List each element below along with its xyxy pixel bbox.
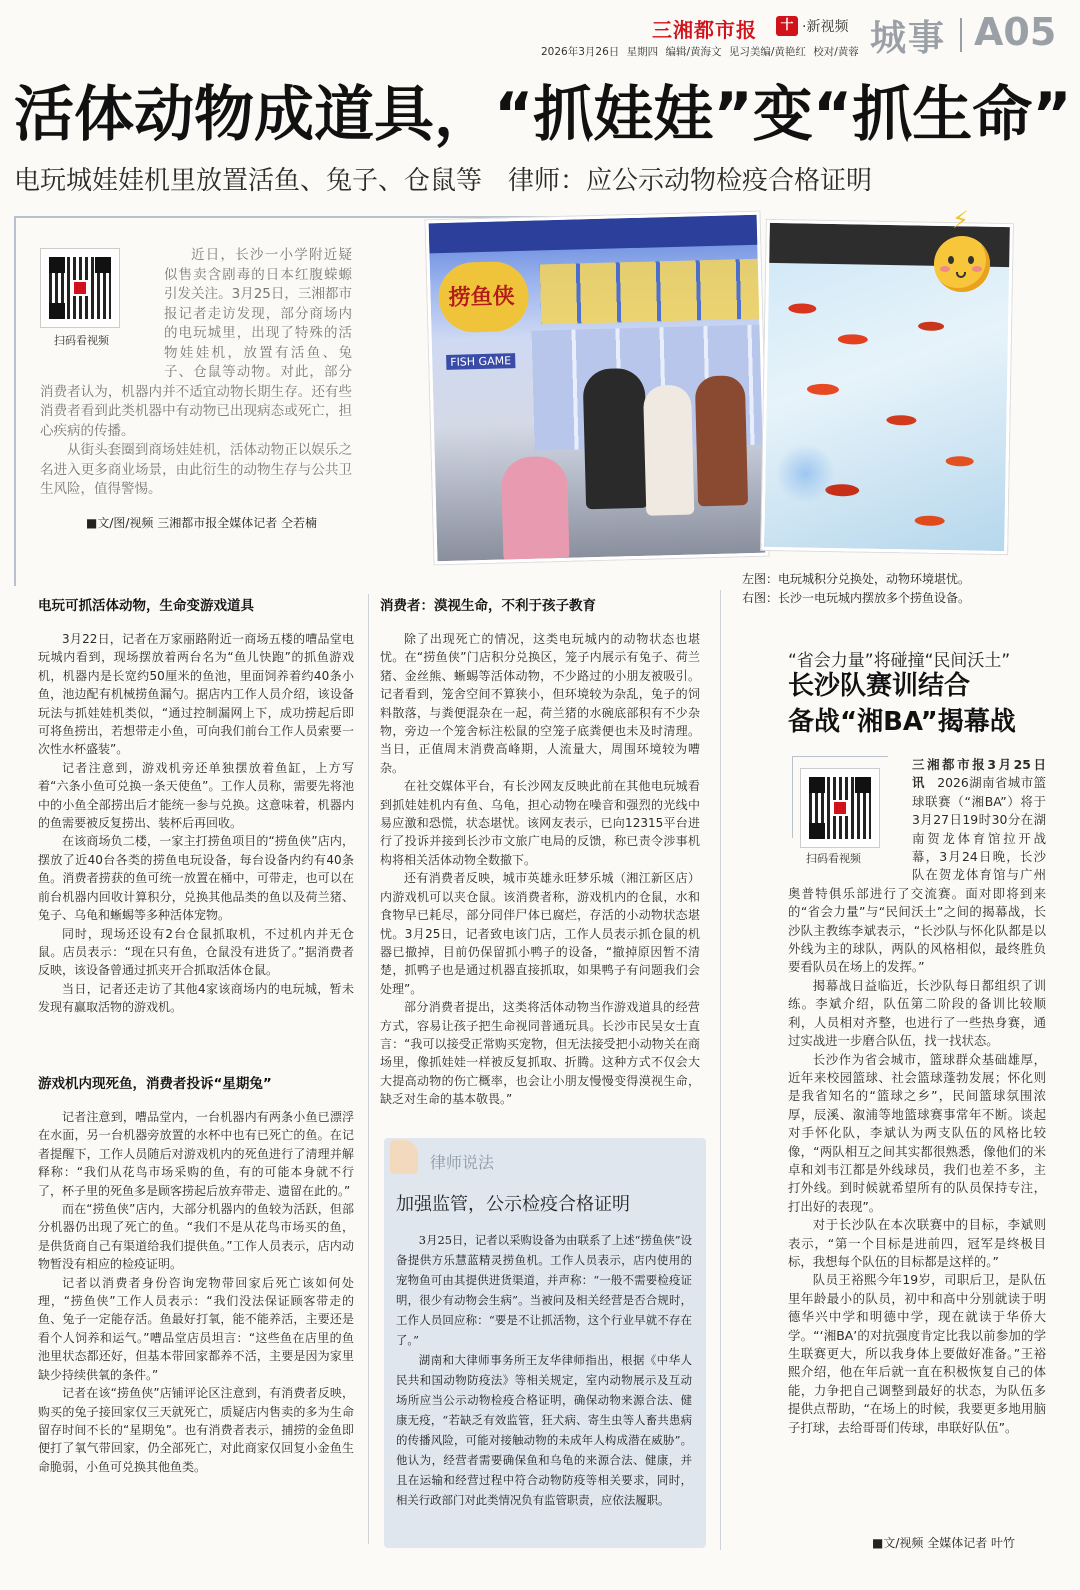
photo-left	[426, 212, 769, 565]
col2-text	[380, 630, 700, 1109]
issue-info: 2026年3月26日 星期四 编辑/黄海文 见习美编/黄艳红 校对/黄蓉	[541, 46, 859, 58]
section-heading: 消费者：漠视生命，不利于孩子教育	[380, 598, 596, 614]
lead-byline: ■文/图/视频 三湘都市报全媒体记者 仝若楠	[86, 516, 318, 530]
lead-paragraph: 从街头套圈到商场娃娃机，活体动物正以娱乐之名进入更多商业场景，由此衍生的动物生存与公共卫生风险，值得警惕。	[40, 442, 352, 497]
lawyer-tag: 律师说法	[430, 1153, 495, 1172]
col1-paragraph: 在该商场负二楼，一家主打捞鱼项目的“捞鱼侠”店内，摆放了近40台各类的捞鱼电玩设备，每台设备内约有40条鱼。消费者捞获的鱼可统一放置在桶中，可带走，也可以在前台机器内回收计算积分，兑换其他品类的鱼以及荷兰猪、兔子、乌龟和蜥蜴等多种活体宠物。	[38, 834, 354, 923]
section-name: 城事	[870, 18, 947, 59]
photo-caption	[742, 570, 970, 608]
col1-text-2	[38, 1108, 354, 1476]
lead-paragraph: 近日，长沙一小学附近疑似售卖含剧毒的日本红腹蝾螈引发关注。3月25日，三湘都市报记者走访发现，部分商场内的电玩城里，出现了特殊的活物娃娃机，放置有活鱼、兔子、仓鼠等动物。对此，部分消费者认为，机器内并不适宜动物长期生存。还有些消费者看到此类机器中有动物已出现病态或死亡，担心疾病的传播。	[40, 247, 352, 439]
section-heading: 游戏机内现死鱼，消费者投诉“星期兔”	[38, 1076, 272, 1092]
lawyer-text	[396, 1230, 692, 1510]
lightning-icon: ⚡	[952, 206, 969, 234]
lawyer-paragraph: 湖南和大律师事务所王友华律师指出，根据《中华人民共和国动物防疫法》等相关规定，室内动物展示及互动场所应当公示动物检疫合格证明，确保动物来源合法、健康无疫，“若缺乏有效监管，狂犬病、寄生虫等人畜共患病的传播风险，可能对接触动物的未成年人构成潜在威胁”。他认为，经营者需要确保鱼和乌龟的来源合法、健康，并且在运输和经营过程中符合动物防疫等相关要求，同时，相关行政部门对此类情况负有监管职责，应依法履职。	[396, 1353, 692, 1507]
column-divider	[720, 590, 721, 1550]
side-title-line: 备战“湘BA”揭幕战	[788, 707, 1016, 737]
side-title-line: 长沙队赛训结合	[788, 671, 971, 701]
col2-paragraph: 除了出现死亡的情况，这类电玩城内的动物状态也堪忧。在“捞鱼侠”门店积分兑换区，笼子内展示有兔子、荷兰猪、金丝熊、蜥蜴等活体动物，不少路过的小朋友被吸引。记者看到，笼舍空间不算狭小，但环境较为杂乱，兔子的饲料散落，与粪便混杂在一起，荷兰猪的水碗底部积有不少杂物，旁边一个笼舍标注松鼠的空笼子底粪便也未及时清理。当日，正值周末消费高峰期，人流量大，周围环境较为嘈杂。	[380, 632, 700, 775]
side-title	[788, 668, 1016, 740]
quote-icon	[390, 1140, 418, 1174]
page-headline: 活体动物成道具，“抓娃娃”变“抓生命”	[14, 80, 1072, 150]
masthead-divider	[960, 18, 962, 52]
col1-paragraph: 记者以消费者身份咨询宠物带回家后死亡该如何处理，“捞鱼侠”工作人员表示：“我们没法保证顾客带走的鱼、兔子一定能存活。鱼最好打氧，能不能养活，主要还是看个人饲养和运气。”嘈品堂店员坦言：“这些鱼在店里的鱼池里状态都还好，但基本带回家都养不活，主要是因为家里缺少持续供氧的条件。”	[38, 1275, 354, 1382]
page-number: A05	[974, 10, 1057, 54]
side-kicker: “省会力量”将碰撞“民间沃土”	[788, 651, 1011, 671]
col1-paragraph: 记者在该“捞鱼侠”店铺评论区注意到，有消费者反映，购买的兔子接回家仅三天就死亡，质疑店内售卖的多为生命留存时间不长的“星期兔”。也有消费者表示，捕捞的金鱼即便打了氧气带回家，仍全部死亡，对此商家仅回复小金鱼生命脆弱，小鱼可兑换其他鱼类。	[38, 1386, 354, 1474]
dateline: 三湘都市报3月25日讯	[912, 757, 1046, 791]
brand-logo-icon: 十	[776, 16, 798, 36]
side-paragraph: 对于长沙队在本次联赛中的目标，李斌则表示，“第一个目标是进前四，冠军是终极目标，我想每个队伍的目标都是这样的。”	[788, 1217, 1046, 1269]
col1-paragraph: 而在“捞鱼侠”店内，大部分机器内的鱼较为活跃，但部分机器仍出现了死亡的鱼。“我们不是从花鸟市场买的鱼，是供货商自己有渠道给我们提供鱼。”工作人员表示，店内动物暂没有相应的检疫证明。	[38, 1202, 354, 1272]
side-paragraph-text: 2026湖南省城市篮球联赛（“湘BA”）将于3月27日19时30分在湖南贺龙体育馆拉开战幕，3月24日晚，长沙队在贺龙体育馆与广州奥普特俱乐部进行了交流赛。面对即将到来的“省会力量”与“民间沃土”之间的揭幕战，长沙队主教练李斌表示，“长沙队与怀化队都是以外线为主的球队，两队的风格相似，最终胜负要看队员在场上的发挥。”	[788, 775, 1046, 975]
caption-right: 右图：长沙一电玩城内摆放多个捞鱼设备。	[742, 591, 971, 605]
side-paragraph: 队员王裕熙今年19岁，司职后卫，是队伍里年龄最小的队员，初中和高中分别就读于明德华兴中学和明德中学，现在就读于华侨大学。“‘湘BA’的对抗强度肯定比我以前参加的学生联赛更大，所以我身体上要做好准备。”王裕熙介绍，他在年后就一直在积极恢复自己的体能，力争把自己调整到最好的状态，为队伍多提供点帮助，“在场上的时候，我要更多地用脑子打球，去给哥哥们传球，串联好队伍”。	[788, 1272, 1046, 1435]
col2-paragraph: 还有消费者反映，城市英雄永旺梦乐城（湘江新区店）内游戏机可以夹仓鼠。该消费者称，游戏机内的仓鼠，水和食物早已耗尽，部分同伴尸体已腐烂，存活的小动物状态堪忧。3月25日，记者致电该门店，工作人员表示抓仓鼠的机器已撤掉，目前仍保留抓小鸭子的设备，“撤掉原因暂不清楚，抓鸭子也是通过机器直接抓取，如果鸭子有问题我们会处理”。	[380, 871, 700, 996]
lawyer-title: 加强监管，公示检疫合格证明	[396, 1194, 630, 1215]
col1-paragraph: 当日，记者还走访了其他4家该商场内的电玩城，暂未发现有赢取活物的游戏机。	[38, 981, 354, 1015]
col2-paragraph: 部分消费者提出，这类将活体动物当作游戏道具的经营方式，容易让孩子把生命视同普通玩具。长沙市民吴女士直言：“我可以接受正常购买宠物，但无法接受把小动物关在商场里，像抓娃娃一样被反复抓取、折腾。这种方式不仅会大大提高动物的伤亡概率，也会让小朋友慢慢变得漠视生命，缺乏对生命的基本敬畏。”	[380, 1000, 700, 1107]
newspaper-brand: 三湘都市报	[652, 18, 757, 42]
col1-paragraph: 3月22日，记者在万家丽路附近一商场五楼的嘈品堂电玩城内看到，现场摆放着两台名为“鱼儿快跑”的抓鱼游戏机，机器内是长宽约50厘米的鱼池，里面饲养着约40条小鱼，池边配有机械捞鱼漏勺。据店内工作人员介绍，该设备玩法与抓娃娃机类似，“通过控制漏网上下，成功捞起后即可将鱼捞出，若想带走小鱼，可向我们前台工作人员索要一次性水杯盛装”。	[38, 632, 354, 757]
qr-code-icon[interactable]	[40, 248, 120, 328]
side-paragraph: 揭幕战日益临近，长沙队每日都组织了训练。李斌介绍，队伍第二阶段的备训比较顺利，人员相对齐整，也进行了一些热身赛，通过实战进一步磨合队伍，找一找状态。	[788, 977, 1046, 1049]
video-brand: ·新视频	[802, 19, 849, 35]
col1-paragraph: 记者注意到，嘈品堂内，一台机器内有两条小鱼已漂浮在水面，另一台机器旁放置的水杯中也有已死亡的鱼。在记者提醒下，工作人员随后对游戏机内的死鱼进行了清理并解释称：“我们从花鸟市场采购的鱼，有的可能本身就不行了，杯子里的死鱼多是顾客捞起后放弃带走、遗留在此的。”	[38, 1110, 354, 1198]
qr-caption: 扫码看视频	[806, 852, 861, 865]
col1-paragraph: 记者注意到，游戏机旁还单独摆放着鱼缸，上方写着“六条小鱼可兑换一条天使鱼”。工作人员称，需要先将池中的小鱼全部捞出后才能统一参与兑换。这意味着，机器内的鱼需要被反复捞出、装杯后再回收。	[38, 760, 354, 831]
col2-paragraph: 在社交媒体平台，有长沙网友反映此前在其他电玩城看到抓娃娃机内有鱼、乌龟，担心动物在噪音和强烈的光线中易应激和恐慌，状态堪忧。该网友表示，已向12315平台进行了投诉并接到长沙市文旅广电局的反馈，称已责令涉事机构将相关活体动物全数撤下。	[380, 779, 700, 867]
qr-code-icon[interactable]	[800, 768, 880, 848]
section-heading: 电玩可抓活体动物，生命变游戏道具	[38, 598, 254, 614]
col1-paragraph: 同时，现场还设有2台仓鼠抓取机，不过机内并无仓鼠。店员表示：“现在只有鱼，仓鼠没有进货了。”据消费者反映，该设备曾通过抓夹开合抓取活体仓鼠。	[38, 926, 354, 978]
col1-text	[38, 630, 354, 1017]
lead-frame-tail	[14, 536, 16, 586]
page-subheadline: 电玩城娃娃机里放置活鱼、兔子、仓鼠等 律师：应公示动物检疫合格证明	[14, 166, 873, 196]
emoji-sticker-icon	[934, 236, 990, 292]
lawyer-paragraph: 3月25日，记者以采购设备为由联系了上述“捞鱼侠”设备提供方乐慧蓝精灵捞鱼机。工作人员表示，店内使用的宠物鱼可由其提供进货渠道，并声称：“一般不需要检疫证明，很少有动物会生病”。当被问及相关经营是否合规时，工作人员回应称：“要是不让抓活物，这个行业早就不存在了。”	[396, 1233, 692, 1347]
caption-left: 左图：电玩城积分兑换处，动物环境堪忧。	[742, 572, 971, 586]
machine-brand: FISH GAME	[446, 353, 515, 370]
sign-text: 捞鱼侠	[448, 284, 515, 311]
side-paragraph: 长沙作为省会城市，篮球群众基础雄厚，近年来校园篮球、社会篮球蓬勃发展；怀化则是我省知名的“篮球之乡”，民间篮球氛围浓厚，辰溪、溆浦等地篮球赛事常年不断。谈起对手怀化队，李斌认为两支队伍的风格比较像，“两队相互之间其实都很熟悉，像他们的米卓和刘韦江都是外线球员，我们也差不多，主打外线。到时候就希望所有的队员保持专注，打出好的表现”。	[788, 1051, 1046, 1214]
column-divider	[368, 594, 369, 1544]
side-byline: ■文/视频 全媒体记者 叶竹	[872, 1536, 1016, 1550]
qr-caption: 扫码看视频	[54, 334, 109, 347]
